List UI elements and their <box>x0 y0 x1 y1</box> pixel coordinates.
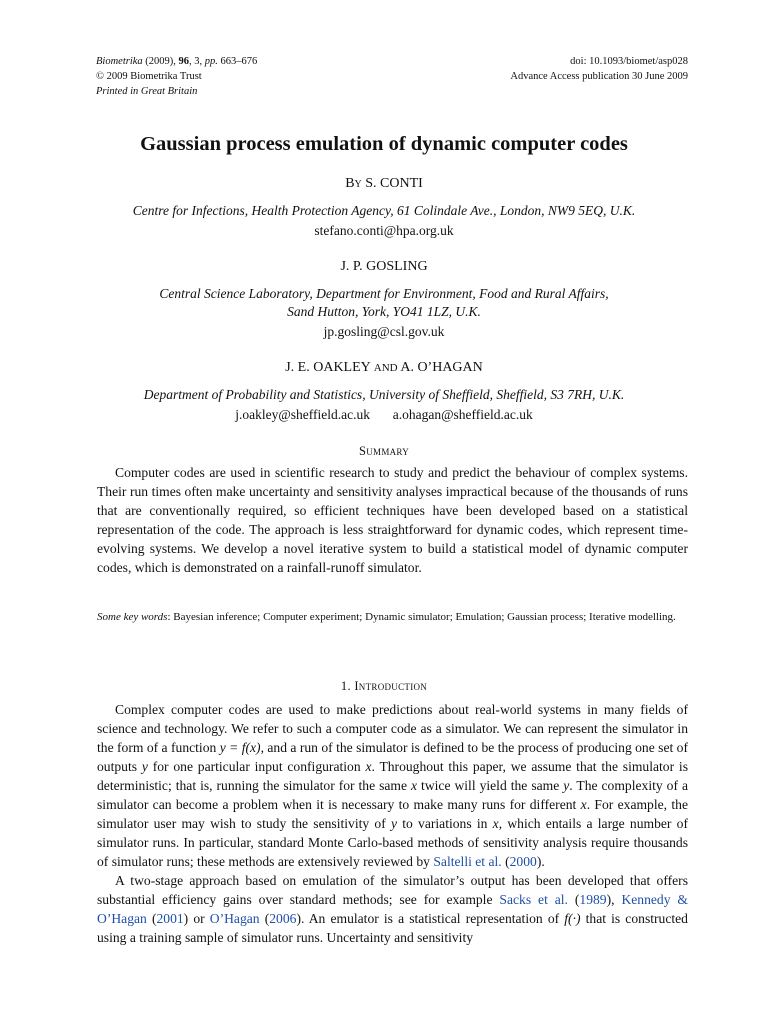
section-heading-introduction: 1. Introduction <box>340 679 428 693</box>
ref-kennedy-ohagan[interactable]: Kennedy & O’Hagan <box>97 892 688 926</box>
copyright-line: © 2009 Biometrika Trust <box>96 71 202 82</box>
access-line: Advance Access publication 30 June 2009 <box>510 71 688 82</box>
affiliation-gosling-line1: Central Science Laboratory, Department for Environment, Food and Rural Affairs, <box>159 286 609 301</box>
intro-paragraph-2: A two-stage approach based on emulation of the simulator’s output has been developed that offers substantial efficiency gains over standard methods; see for example Sacks et al. (1989), Kennedy & O’Hagan (2001) or O’Hagan (2006). An emulator is a statistical representation of f(·) that is constructed using a training sample of simulator runs. Uncertainty and sensitivity <box>97 873 688 945</box>
email-conti[interactable]: stefano.conti@hpa.org.uk <box>314 223 454 238</box>
citation-line: Biometrika (2009), 96, 3, pp. 663–676 <box>96 56 258 67</box>
intro-paragraph-1: Complex computer codes are used to make predictions about real-world systems in many fields of science and technology. We refer to such a computer code as a simulator. We can represent the simulator in the form of a function y = f(x), and a run of the simulator is defined to be the process of producing one set of outputs y for one particular input configuration x. Throughout this paper, we assume that the simulator is deterministic; that is, running the simulator for the same x twice will yield the same y. The complexity of a simulator can become a problem when it is necessary to make many runs for different x. For example, the simulator user may wish to study the sensitivity of y to variations in x, which entails a large number of simulator runs. In particular, standard Monte Carlo-based methods of sensitivity analysis require thousands of simulator runs; these methods are extensively reviewed by Saltelli et al. (2000). <box>97 702 688 869</box>
ref-ohagan-year[interactable]: 2006 <box>269 911 297 926</box>
affiliation-gosling-line2: Sand Hutton, York, YO41 1LZ, U.K. <box>287 304 481 319</box>
key-words: Some key words: Bayesian inference; Computer experiment; Dynamic simulator; Emulation; Gaussian process; Iterative modelling. <box>97 611 676 623</box>
emails-sheffield <box>0 407 768 423</box>
ref-kennedy-ohagan-year[interactable]: 2001 <box>156 911 184 926</box>
affiliation-sheffield: Department of Probability and Statistics, University of Sheffield, Sheffield, S3 7RH, U.K. <box>143 387 625 402</box>
ref-sacks[interactable]: Sacks et al. <box>499 892 568 907</box>
paper-title: Gaussian process emulation of dynamic computer codes <box>140 133 628 155</box>
email-oakley[interactable]: j.oakley@sheffield.ac.uk <box>235 407 370 422</box>
author-oakley-ohagan: J. E. OAKLEY AND A. O’HAGAN <box>285 360 483 375</box>
ref-saltelli[interactable]: Saltelli et al. <box>433 854 502 869</box>
summary-text: Computer codes are used in scientific research to study and predict the behaviour of complex systems. Their run times often make uncertainty and sensitivity analyses impractical because of the thousands of runs that are conventionally required, so efficient techniques have been developed based on a statistical representation of the code. The approach is less straightforward for dynamic codes, which represent time-evolving systems. We develop a novel iterative system to build a statistical model of dynamic computer codes, which is demonstrated on a rainfall-runoff simulator. <box>97 465 688 575</box>
doi-block <box>510 54 688 84</box>
journal-citation <box>96 54 257 99</box>
ref-saltelli-year[interactable]: 2000 <box>509 854 537 869</box>
affiliation-conti: Centre for Infections, Health Protection Agency, 61 Colindale Ave., London, NW9 5EQ, U.K. <box>132 203 636 218</box>
printed-line: Printed in Great Britain <box>96 86 198 97</box>
author-gosling: J. P. GOSLING <box>340 259 428 274</box>
introduction-body <box>97 700 688 947</box>
ref-sacks-year[interactable]: 1989 <box>579 892 607 907</box>
email-gosling[interactable]: jp.gosling@csl.gov.uk <box>323 324 445 339</box>
email-ohagan[interactable]: a.ohagan@sheffield.ac.uk <box>392 407 533 422</box>
summary-heading: Summary <box>358 444 410 458</box>
doi-line: doi: 10.1093/biomet/asp028 <box>570 56 688 67</box>
author-conti: By S. CONTI <box>345 176 423 191</box>
ref-ohagan[interactable]: O’Hagan <box>209 911 260 926</box>
